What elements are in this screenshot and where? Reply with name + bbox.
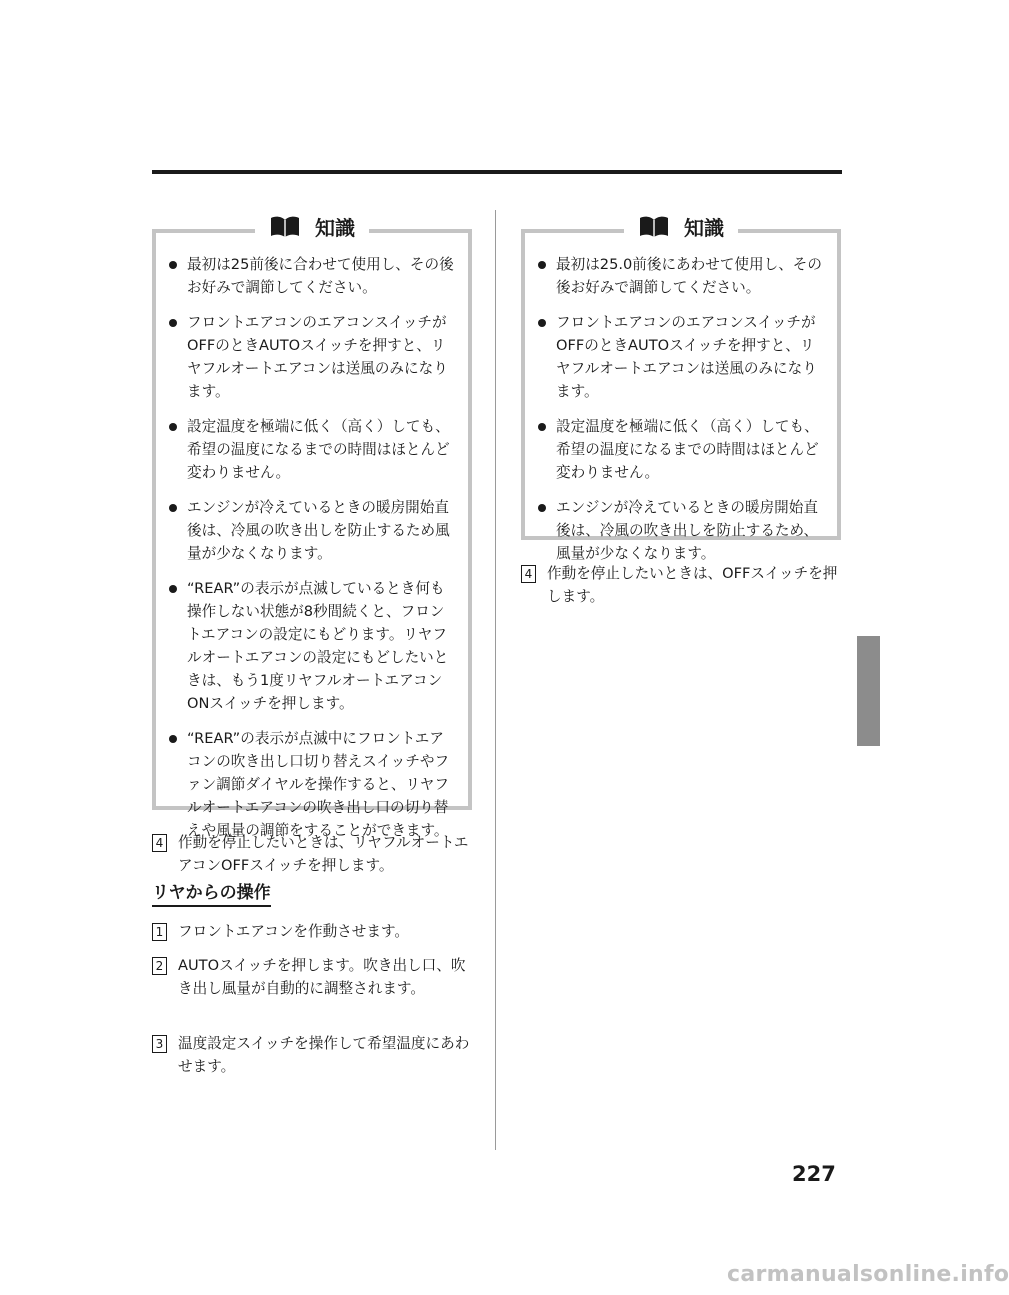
note-header xyxy=(156,212,468,241)
column-divider xyxy=(495,210,496,1150)
step-4-right xyxy=(521,562,841,608)
note-header xyxy=(525,212,837,241)
step-number: 4 xyxy=(152,834,167,852)
step-text: AUTOスイッチを押します。吹き出し口、吹き出し風量が自動的に調整されます。 xyxy=(178,957,466,997)
page-number: 227 xyxy=(792,1162,836,1186)
note-item: “REAR”の表示が点滅中にフロントエアコンの吹き出し口切り替えスイッチやファン調節ダイヤルを操作すると、リヤフルオートエアコンの吹き出し口の切り替えや風量の調節をすることができます。 xyxy=(166,727,454,842)
note-item: エンジンが冷えているときの暖房開始直後は、冷風の吹き出しを防止するため、風量が少なくなります。 xyxy=(535,496,823,565)
rear-step-2 xyxy=(152,954,472,1000)
note-item: 設定温度を極端に低く（高く）しても、希望の温度になるまでの時間はほとんど変わりません。 xyxy=(166,415,454,484)
note-title: 知識 xyxy=(315,216,355,240)
note-item: フロントエアコンのエアコンスイッチがOFFのときAUTOスイッチを押すと、リヤフルオートエアコンは送風のみになります。 xyxy=(535,311,823,403)
watermark: carmanualsonline.info xyxy=(727,1262,1009,1287)
rear-step-3 xyxy=(152,1032,472,1078)
step-text: 温度設定スイッチを操作して希望温度にあわせます。 xyxy=(178,1035,470,1075)
step-number: 1 xyxy=(152,923,167,941)
step-4-left xyxy=(152,831,472,877)
note-box-left xyxy=(152,216,472,839)
chapter-tab xyxy=(857,636,880,746)
top-rule xyxy=(152,170,842,174)
step-number: 2 xyxy=(152,957,167,975)
note-list xyxy=(535,253,823,565)
note-title: 知識 xyxy=(684,216,724,240)
book-icon xyxy=(269,215,301,239)
step-text: 作動を停止したいときは、リヤフルオートエアコンOFFスイッチを押します。 xyxy=(178,834,469,874)
step-text: フロントエアコンを作動させます。 xyxy=(178,923,410,940)
note-item: 設定温度を極端に低く（高く）しても、希望の温度になるまでの時間はほとんど変わりません。 xyxy=(535,415,823,484)
note-item: 最初は25前後に合わせて使用し、その後お好みで調節してください。 xyxy=(166,253,454,299)
note-item: “REAR”の表示が点滅しているとき何も操作しない状態が8秒間続くと、フロントエアコンの設定にもどります。リヤフルオートエアコンの設定にもどしたいときは、もう1度リヤフルオートエアコンONスイッチを押します。 xyxy=(166,577,454,715)
step-text: 作動を停止したいときは、OFFスイッチを押します。 xyxy=(547,565,838,605)
step-number: 3 xyxy=(152,1035,167,1053)
note-list xyxy=(166,253,454,842)
note-item: 最初は25.0前後にあわせて使用し、その後お好みで調節してください。 xyxy=(535,253,823,299)
step-number: 4 xyxy=(521,565,536,583)
note-box-right xyxy=(521,216,841,562)
note-item: フロントエアコンのエアコンスイッチがOFFのときAUTOスイッチを押すと、リヤフルオートエアコンは送風のみになります。 xyxy=(166,311,454,403)
rear-step-1 xyxy=(152,920,472,943)
book-icon xyxy=(638,215,670,239)
section-title: リヤからの操作 xyxy=(152,882,271,907)
note-item: エンジンが冷えているときの暖房開始直後は、冷風の吹き出しを防止するため風量が少なくなります。 xyxy=(166,496,454,565)
